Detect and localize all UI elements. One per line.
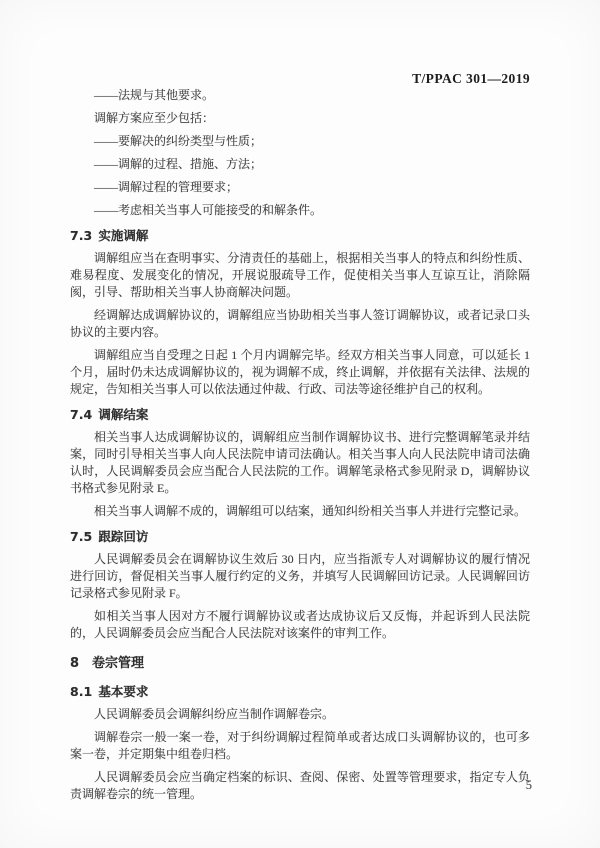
dash-list-item: ——要解决的纠纷类型与性质； <box>94 134 263 148</box>
chapter-heading: 8 卷宗管理 <box>70 656 145 671</box>
dash-list-item: ——法规与其他要求。 <box>94 88 215 102</box>
page-number: 5 <box>525 778 532 792</box>
section-heading: 8.1 基本要求 <box>70 684 149 699</box>
dash-list-item: ——调解的过程、措施、方法； <box>94 157 263 171</box>
paragraph: 调解卷宗一般一案一卷，对于纠纷调解过程简单或者达成口头调解协议的，也可多案一卷，并定期集中组卷归档。 <box>70 730 530 761</box>
dash-list-item: ——考虑相关当事人可能接受的和解条件。 <box>94 203 323 217</box>
paragraph: 相关当事人调解不成的，调解组可以结案，通知纠纷相关当事人并进行完整记录。 <box>94 504 527 518</box>
paragraph: 相关当事人达成调解协议的，调解组应当制作调解协议书、进行完整调解笔录并结案，同时引导相关当事人向人民法院申请司法确认。相关当事人向人民法院申请司法确认时，人民调解委员会应当配合人民法院的工作。调解笔录格式参见附录 D，调解协议书格式参见附录 E。 <box>70 430 530 495</box>
paragraph: 如相关当事人因对方不履行调解协议或者达成协议后又反悔，并起诉到人民法院的，人民调解委员会应当配合人民法院对该案件的审判工作。 <box>70 609 530 640</box>
section-heading: 7.5 跟踪回访 <box>70 529 149 544</box>
paragraph: 经调解达成调解协议的，调解组应当协助相关当事人签订调解协议，或者记录口头协议的主要内容。 <box>70 308 530 339</box>
paragraph: 人民调解委员会在调解协议生效后 30 日内，应当指派专人对调解协议的履行情况进行回访，督促相关当事人履行约定的义务，并填写人民调解回访记录。人民调解回访记录格式参见附录 F。 <box>70 552 530 600</box>
paragraph: 调解方案应至少包括： <box>94 111 215 125</box>
paragraph: 人民调解委员会调解纠纷应当制作调解卷宗。 <box>94 707 335 721</box>
section-heading: 7.4 调解结案 <box>70 407 149 422</box>
paragraph: 人民调解委员会应当确定档案的标识、查阅、保密、处置等管理要求，指定专人负责调解卷宗的统一管理。 <box>70 770 530 801</box>
document-content <box>70 87 530 809</box>
paragraph: 调解组应当自受理之日起 1 个月内调解完毕。经双方相关当事人同意，可以延长 1 个月，届时仍未达成调解协议的，视为调解不成，终止调解，并依据有关法律、法规的规定，告知相关当事人可以依法通过仲裁、行政、司法等途径维护自己的权利。 <box>70 348 530 396</box>
dash-list-item: ——调解过程的管理要求； <box>94 180 239 194</box>
section-heading: 7.3 实施调解 <box>70 228 149 243</box>
paragraph: 调解组应当在查明事实、分清责任的基础上，根据相关当事人的特点和纠纷性质、难易程度、发展变化的情况，开展说服疏导工作，促使相关当事人互谅互让，消除隔阂，引导、帮助相关当事人协商解决问题。 <box>70 251 530 299</box>
standard-number: T/PPAC 301—2019 <box>412 71 530 86</box>
